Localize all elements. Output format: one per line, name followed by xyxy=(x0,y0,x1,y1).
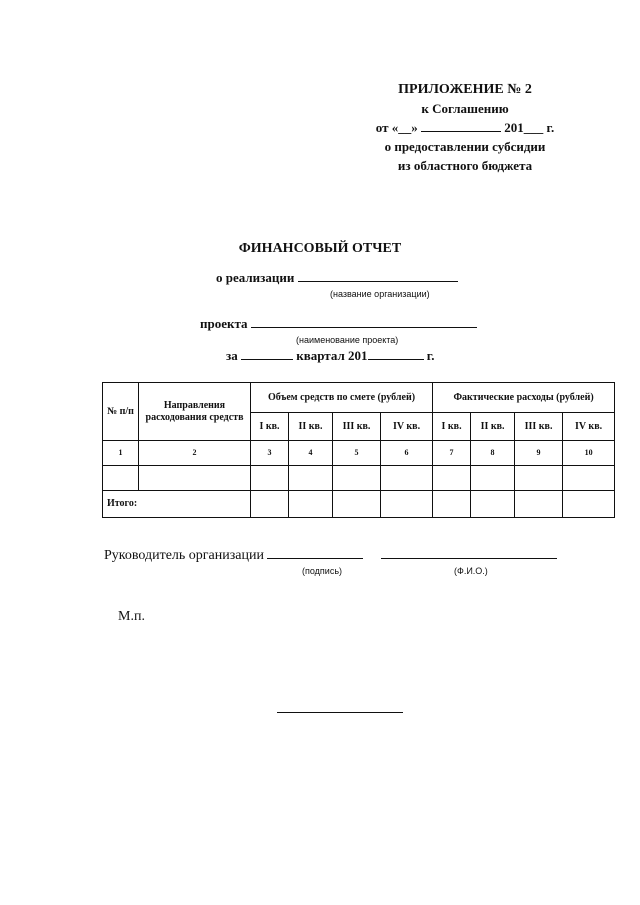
col-number: 1 xyxy=(103,441,139,466)
period-suffix: г. xyxy=(426,348,435,363)
realization-line xyxy=(216,270,458,286)
header-direction: Направления расходования средств xyxy=(139,383,251,441)
date-year: 201___ г. xyxy=(504,120,555,135)
total-cell[interactable] xyxy=(381,491,433,518)
signature-label: Руководитель организации xyxy=(104,548,264,563)
table-row xyxy=(103,466,615,491)
period-line xyxy=(226,348,434,364)
quarter-cell: I кв. xyxy=(251,413,289,441)
quarter-cell: IV кв. xyxy=(563,413,615,441)
appendix-line-date xyxy=(360,118,570,137)
col-number: 7 xyxy=(433,441,471,466)
table-cell[interactable] xyxy=(563,466,615,491)
header-budget: Объем средств по смете (рублей) xyxy=(251,383,433,413)
realization-label: о реализации xyxy=(216,270,295,285)
fio-blank xyxy=(381,557,557,559)
appendix-line-agreement: к Соглашению xyxy=(421,101,509,116)
period-year-blank xyxy=(368,358,424,360)
total-cell[interactable] xyxy=(251,491,289,518)
signature-hint: (подпись) xyxy=(302,566,343,576)
table-cell[interactable] xyxy=(103,466,139,491)
org-name-hint: (название организации) xyxy=(330,289,430,299)
quarter-cell: I кв. xyxy=(433,413,471,441)
report-title: ФИНАНСОВЫЙ ОТЧЕТ xyxy=(238,241,402,256)
table-total-row xyxy=(103,491,615,518)
table-cell[interactable] xyxy=(381,466,433,491)
appendix-header xyxy=(360,80,570,175)
signature-line xyxy=(104,548,557,564)
col-number: 4 xyxy=(289,441,333,466)
total-cell[interactable] xyxy=(515,491,563,518)
total-cell[interactable] xyxy=(333,491,381,518)
col-number: 5 xyxy=(333,441,381,466)
col-number: 10 xyxy=(563,441,615,466)
table-cell[interactable] xyxy=(471,466,515,491)
col-number: 6 xyxy=(381,441,433,466)
table-header-row xyxy=(103,383,615,413)
period-quarter: квартал 201 xyxy=(296,348,368,363)
date-prefix: от «__» xyxy=(375,120,418,135)
table-cell[interactable] xyxy=(251,466,289,491)
date-blank xyxy=(421,130,501,132)
period-prefix: за xyxy=(226,348,238,363)
col-number: 9 xyxy=(515,441,563,466)
quarter-cell: III кв. xyxy=(515,413,563,441)
fio-hint: (Ф.И.О.) xyxy=(454,566,488,576)
project-name-hint: (наименование проекта) xyxy=(296,335,399,345)
table-cell[interactable] xyxy=(433,466,471,491)
header-num: № п/п xyxy=(103,383,139,441)
table-cell[interactable] xyxy=(333,466,381,491)
financial-report-table xyxy=(102,382,615,518)
col-number: 8 xyxy=(471,441,515,466)
col-number: 3 xyxy=(251,441,289,466)
table-cell[interactable] xyxy=(515,466,563,491)
col-number: 2 xyxy=(139,441,251,466)
header-actual: Фактические расходы (рублей) xyxy=(433,383,615,413)
stamp-place: М.п. xyxy=(118,609,145,624)
quarter-cell: IV кв. xyxy=(381,413,433,441)
total-cell[interactable] xyxy=(563,491,615,518)
total-cell[interactable] xyxy=(433,491,471,518)
period-blank xyxy=(241,358,293,360)
appendix-line-budget: из областного бюджета xyxy=(397,158,533,173)
table-cell[interactable] xyxy=(289,466,333,491)
table-cell[interactable] xyxy=(139,466,251,491)
project-name-blank xyxy=(251,326,477,328)
quarter-cell: II кв. xyxy=(289,413,333,441)
appendix-line-subsidy: о предоставлении субсидии xyxy=(384,139,546,154)
table-number-row xyxy=(103,441,615,466)
total-cell[interactable] xyxy=(289,491,333,518)
project-line xyxy=(200,316,477,332)
total-cell[interactable] xyxy=(471,491,515,518)
total-label: Итого: xyxy=(103,491,251,518)
quarter-cell: III кв. xyxy=(333,413,381,441)
project-label: проекта xyxy=(200,316,248,331)
signature-blank xyxy=(267,557,363,559)
appendix-title: ПРИЛОЖЕНИЕ № 2 xyxy=(398,82,532,97)
quarter-cell: II кв. xyxy=(471,413,515,441)
bottom-rule xyxy=(277,712,403,713)
org-name-blank xyxy=(298,280,458,282)
